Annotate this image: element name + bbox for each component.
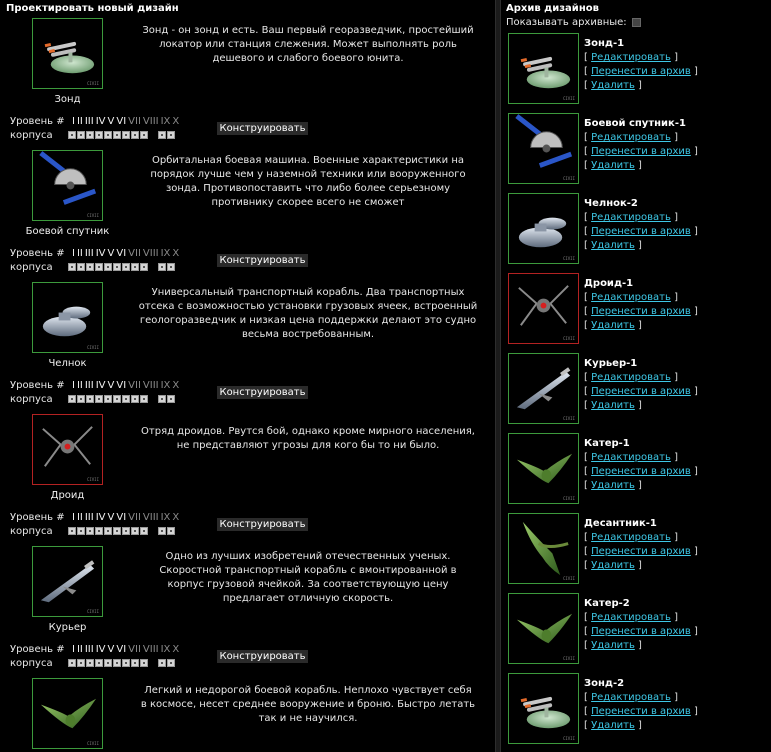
hull-level-radio[interactable]: [68, 659, 76, 667]
archive-action-row: [ Перенести в архив ]: [584, 546, 698, 557]
level-numeral: IX: [160, 248, 171, 259]
hull-level-radio[interactable]: [77, 263, 85, 271]
hull-label: корпуса: [10, 658, 53, 669]
archive-action-row: [ Перенести в архив ]: [584, 226, 698, 237]
level-numeral: VII: [128, 512, 141, 523]
design-description: [126, 550, 490, 606]
archive-action-row: [ Удалить ]: [584, 80, 642, 91]
archive-action-row: [ Удалить ]: [584, 720, 642, 731]
archive-action-row: [ Перенести в архив ]: [584, 626, 698, 637]
ship-shuttle-image: [509, 194, 578, 263]
archive-item-name: Челнок-2: [584, 198, 638, 209]
archive-action-row: [ Перенести в архив ]: [584, 706, 698, 717]
design-description: [126, 154, 490, 210]
hull-level-radio[interactable]: [131, 131, 139, 139]
hull-level-radio[interactable]: [77, 395, 85, 403]
ship-cutter-image: [509, 434, 578, 503]
level-numeral: X: [172, 248, 180, 259]
level-numeral: II: [76, 116, 83, 127]
design-name: Челнок: [48, 358, 87, 369]
description-line: не представляют угрозы для кого бы то ни было.: [176, 440, 440, 451]
archive-action-row: [ Удалить ]: [584, 160, 642, 171]
description-line: Универсальный транспортный корабль. Два транспортных: [151, 287, 465, 298]
description-line: Легкий и недорогой боевой корабль. Неплохо чувствует себя: [144, 685, 472, 696]
level-numeral: III: [84, 380, 94, 391]
edit-link[interactable]: Редактировать: [591, 292, 671, 303]
hull-level-radios: [68, 131, 176, 139]
archive-action-row: [ Удалить ]: [584, 320, 642, 331]
show-archived-checkbox[interactable]: [632, 18, 641, 27]
archive-item-name: Боевой спутник-1: [584, 118, 686, 129]
hull-level-radio[interactable]: [104, 131, 112, 139]
ship-droid-image: [33, 415, 102, 484]
thumbnail-watermark: CIVII: [562, 496, 575, 501]
hull-level-radio[interactable]: [104, 659, 112, 667]
description-line: отсека с возможностью установки грузовых ячеек, встроенный: [138, 301, 478, 312]
archive-link[interactable]: Перенести в архив: [591, 226, 691, 237]
level-numerals: [72, 644, 181, 655]
archive-action-row: [ Перенести в архив ]: [584, 146, 698, 157]
hull-level-radio[interactable]: [131, 395, 139, 403]
description-line: Зонд - он зонд и есть. Ваш первый георазведчик, простейший: [142, 25, 474, 36]
thumbnail-watermark: CIVII: [562, 576, 575, 581]
hull-level-radio[interactable]: [158, 263, 166, 271]
hull-level-radio[interactable]: [68, 527, 76, 535]
hull-level-radio[interactable]: [68, 263, 76, 271]
level-numeral: VI: [116, 644, 127, 655]
level-numeral: V: [107, 380, 115, 391]
archive-item-name: Катер-1: [584, 438, 630, 449]
design-name: Зонд: [54, 94, 81, 105]
level-numeral: X: [172, 116, 180, 127]
archive-action-row: [ Удалить ]: [584, 560, 642, 571]
thumbnail-watermark: CIVII: [86, 477, 99, 482]
hull-level-radio[interactable]: [95, 395, 103, 403]
level-numeral: III: [84, 644, 94, 655]
archive-action-row: [ Удалить ]: [584, 480, 642, 491]
hull-level-radio[interactable]: [95, 131, 103, 139]
ship-thumbnail[interactable]: [32, 414, 103, 485]
level-label: Уровень #: [10, 380, 65, 391]
ship-courier-image: [509, 354, 578, 423]
hull-level-radio[interactable]: [167, 131, 175, 139]
level-numeral: I: [72, 380, 75, 391]
hull-level-radio[interactable]: [95, 263, 103, 271]
construct-button[interactable]: Конструировать: [217, 386, 308, 399]
hull-label: корпуса: [10, 526, 53, 537]
ship-thumbnail[interactable]: [508, 113, 579, 184]
level-numeral: V: [107, 644, 115, 655]
hull-level-radio[interactable]: [77, 659, 85, 667]
archive-action-row: [ Перенести в архив ]: [584, 66, 698, 77]
ship-thumbnail[interactable]: [32, 150, 103, 221]
hull-level-radio[interactable]: [104, 263, 112, 271]
hull-level-radio[interactable]: [113, 527, 121, 535]
construct-button[interactable]: Конструировать: [217, 518, 308, 531]
description-line: Скоростной транспортный корабль с вмонтированной в: [159, 565, 457, 576]
hull-level-radio[interactable]: [158, 527, 166, 535]
archive-action-row: [ Удалить ]: [584, 400, 642, 411]
design-card: [0, 678, 492, 752]
archive-item: [508, 33, 770, 113]
archive-action-row: [ Редактировать ]: [584, 212, 678, 223]
level-numeral: I: [72, 248, 75, 259]
hull-level-radio[interactable]: [95, 659, 103, 667]
design-card: [0, 282, 492, 414]
level-numeral: VIII: [142, 644, 159, 655]
design-card: [0, 18, 492, 150]
delete-link[interactable]: Удалить: [591, 560, 635, 571]
level-numeral: V: [107, 116, 115, 127]
ship-cutter-image: [509, 594, 578, 663]
ship-thumbnail[interactable]: [508, 273, 579, 344]
archive-action-row: [ Редактировать ]: [584, 692, 678, 703]
construct-button[interactable]: Конструировать: [217, 122, 308, 135]
ship-probe-image: [33, 19, 102, 88]
level-numeral: IV: [95, 644, 106, 655]
archive-item-name: Десантник-1: [584, 518, 657, 529]
thumbnail-watermark: CIVII: [86, 741, 99, 746]
design-card: [0, 150, 492, 282]
ship-satellite-image: [33, 151, 102, 220]
level-numeral: IX: [160, 116, 171, 127]
ship-thumbnail[interactable]: [508, 353, 579, 424]
level-numeral: X: [172, 380, 180, 391]
description-line: весьма востребованным.: [241, 329, 375, 340]
hull-level-radio[interactable]: [86, 659, 94, 667]
description-line: Отряд дроидов. Рвутся бой, однако кроме мирного населения,: [141, 426, 475, 437]
level-numeral: V: [107, 248, 115, 259]
hull-level-radio[interactable]: [95, 527, 103, 535]
archive-action-row: [ Редактировать ]: [584, 52, 678, 63]
ship-lander-image: [509, 514, 578, 583]
level-numeral: VII: [128, 380, 141, 391]
hull-level-radio[interactable]: [86, 131, 94, 139]
thumbnail-watermark: CIVII: [86, 213, 99, 218]
level-numeral: VII: [128, 116, 141, 127]
level-numeral: VI: [116, 512, 127, 523]
level-numeral: VIII: [142, 248, 159, 259]
hull-level-radio[interactable]: [140, 659, 148, 667]
level-numeral: VIII: [142, 116, 159, 127]
level-label: Уровень #: [10, 512, 65, 523]
ship-courier-image: [33, 547, 102, 616]
level-numeral: VII: [128, 248, 141, 259]
level-numeral: II: [76, 644, 83, 655]
level-numeral: X: [172, 512, 180, 523]
delete-link[interactable]: Удалить: [591, 320, 635, 331]
level-numeral: IV: [95, 116, 106, 127]
hull-level-radio[interactable]: [167, 263, 175, 271]
archive-item-name: Зонд-2: [584, 678, 625, 689]
archive-link[interactable]: Перенести в архив: [591, 66, 691, 77]
level-numeral: I: [72, 512, 75, 523]
hull-label: корпуса: [10, 262, 53, 273]
hull-level-radio[interactable]: [140, 527, 148, 535]
level-numeral: IX: [160, 512, 171, 523]
level-numeral: VIII: [142, 380, 159, 391]
design-archive-panel: [503, 0, 771, 752]
archive-action-row: [ Перенести в архив ]: [584, 466, 698, 477]
ship-cutter-image: [33, 679, 102, 748]
show-archived-label: Показывать архивные:: [506, 17, 627, 28]
panel-divider[interactable]: [495, 0, 501, 752]
thumbnail-watermark: CIVII: [562, 176, 575, 181]
archive-link[interactable]: Перенести в архив: [591, 626, 691, 637]
archive-item: [508, 513, 770, 593]
archive-item: [508, 673, 770, 752]
delete-link[interactable]: Удалить: [591, 160, 635, 171]
thumbnail-watermark: CIVII: [562, 256, 575, 261]
thumbnail-watermark: CIVII: [86, 345, 99, 350]
thumbnail-watermark: CIVII: [86, 609, 99, 614]
hull-level-radio[interactable]: [158, 395, 166, 403]
ship-thumbnail[interactable]: [32, 678, 103, 749]
description-line: так и не научился.: [258, 713, 358, 724]
hull-label: корпуса: [10, 394, 53, 405]
hull-level-radio[interactable]: [68, 395, 76, 403]
delete-link[interactable]: Удалить: [591, 640, 635, 651]
archive-item: [508, 433, 770, 513]
ship-droid-image: [509, 274, 578, 343]
new-design-title: Проектировать новый дизайн: [6, 3, 179, 14]
edit-link[interactable]: Редактировать: [591, 212, 671, 223]
ship-shuttle-image: [33, 283, 102, 352]
level-label: Уровень #: [10, 116, 65, 127]
level-numeral: VIII: [142, 512, 159, 523]
level-numeral: II: [76, 248, 83, 259]
hull-level-radio[interactable]: [122, 659, 130, 667]
archive-action-row: [ Редактировать ]: [584, 372, 678, 383]
level-numeral: I: [72, 644, 75, 655]
level-label: Уровень #: [10, 644, 65, 655]
ship-probe-image: [509, 34, 578, 103]
thumbnail-watermark: CIVII: [562, 416, 575, 421]
ship-thumbnail[interactable]: [508, 593, 579, 664]
description-line: корпус грузовой ячейкой. За соответствующую цену: [167, 579, 449, 590]
hull-level-radio[interactable]: [158, 131, 166, 139]
description-line: порядок лучше чем у наземной техники или вооруженного: [150, 169, 466, 180]
archive-link[interactable]: Перенести в архив: [591, 546, 691, 557]
hull-level-radio[interactable]: [140, 131, 148, 139]
hull-level-radio[interactable]: [104, 527, 112, 535]
edit-link[interactable]: Редактировать: [591, 612, 671, 623]
show-archived-row: [506, 17, 641, 28]
design-name: Курьер: [48, 622, 87, 633]
construct-button[interactable]: Конструировать: [217, 650, 308, 663]
hull-level-radio[interactable]: [140, 395, 148, 403]
ship-thumbnail[interactable]: [508, 433, 579, 504]
description-line: в космосе, несет среднее вооружение и броню. Быстро летать: [140, 699, 476, 710]
hull-level-radio[interactable]: [122, 263, 130, 271]
level-numeral: IX: [160, 644, 171, 655]
hull-label: корпуса: [10, 130, 53, 141]
design-description: [126, 684, 490, 726]
thumbnail-watermark: CIVII: [562, 656, 575, 661]
thumbnail-watermark: CIVII: [562, 736, 575, 741]
description-line: зонда. Противопоставить что либо более серьезному: [165, 183, 451, 194]
level-numeral: IV: [95, 380, 106, 391]
spacer: [149, 659, 157, 667]
delete-link[interactable]: Удалить: [591, 480, 635, 491]
ship-thumbnail[interactable]: [508, 193, 579, 264]
hull-level-radio[interactable]: [113, 131, 121, 139]
design-card: [0, 414, 492, 546]
archive-item: [508, 193, 770, 273]
level-numerals: [72, 116, 181, 127]
edit-link[interactable]: Редактировать: [591, 372, 671, 383]
hull-level-radio[interactable]: [122, 395, 130, 403]
thumbnail-watermark: CIVII: [562, 96, 575, 101]
thumbnail-watermark: CIVII: [562, 336, 575, 341]
archive-item-name: Курьер-1: [584, 358, 638, 369]
description-line: противнику скорее всего не сможет: [211, 197, 405, 208]
archive-item: [508, 353, 770, 433]
ship-thumbnail[interactable]: [32, 546, 103, 617]
spacer: [149, 131, 157, 139]
archive-action-row: [ Удалить ]: [584, 640, 642, 651]
level-numeral: III: [84, 248, 94, 259]
level-numeral: VI: [116, 248, 127, 259]
hull-level-radio[interactable]: [77, 527, 85, 535]
description-line: предлагает отличную скорость.: [222, 593, 394, 604]
hull-level-radio[interactable]: [167, 659, 175, 667]
archive-item: [508, 593, 770, 673]
hull-level-radio[interactable]: [86, 395, 94, 403]
level-numeral: II: [76, 380, 83, 391]
level-numeral: II: [76, 512, 83, 523]
hull-level-radio[interactable]: [86, 527, 94, 535]
edit-link[interactable]: Редактировать: [591, 52, 671, 63]
thumbnail-watermark: CIVII: [86, 81, 99, 86]
level-numeral: I: [72, 116, 75, 127]
description-line: Одно из лучших изобретений отечественных ученых.: [165, 551, 451, 562]
hull-level-radio[interactable]: [131, 527, 139, 535]
archive-link[interactable]: Перенести в архив: [591, 146, 691, 157]
level-numeral: IX: [160, 380, 171, 391]
archive-action-row: [ Редактировать ]: [584, 292, 678, 303]
spacer: [149, 527, 157, 535]
design-description: [126, 24, 490, 66]
ship-probe-image: [509, 674, 578, 743]
level-numeral: VI: [116, 380, 127, 391]
design-name: Дроид: [50, 490, 85, 501]
archive-item: [508, 113, 770, 193]
hull-level-radios: [68, 263, 176, 271]
hull-level-radio[interactable]: [158, 659, 166, 667]
hull-level-radio[interactable]: [122, 527, 130, 535]
archive-item: [508, 273, 770, 353]
ship-thumbnail[interactable]: [508, 513, 579, 584]
hull-level-radio[interactable]: [113, 395, 121, 403]
archive-item-name: Зонд-1: [584, 38, 625, 49]
description-line: локатор или станция слежения. Может выполнять роль: [159, 39, 457, 50]
level-numeral: III: [84, 116, 94, 127]
hull-level-radios: [68, 659, 176, 667]
delete-link[interactable]: Удалить: [591, 400, 635, 411]
level-numeral: IV: [95, 248, 106, 259]
hull-level-radios: [68, 527, 176, 535]
level-label: Уровень #: [10, 248, 65, 259]
spacer: [149, 263, 157, 271]
spacer: [149, 395, 157, 403]
construct-button[interactable]: Конструировать: [217, 254, 308, 267]
hull-level-radio[interactable]: [140, 263, 148, 271]
design-description: [126, 425, 490, 453]
design-card: [0, 546, 492, 678]
hull-level-radio[interactable]: [77, 131, 85, 139]
edit-link[interactable]: Редактировать: [591, 132, 671, 143]
archive-action-row: [ Редактировать ]: [584, 532, 678, 543]
archive-link[interactable]: Перенести в архив: [591, 306, 691, 317]
hull-level-radio[interactable]: [68, 131, 76, 139]
archive-link[interactable]: Перенести в архив: [591, 386, 691, 397]
archive-link[interactable]: Перенести в архив: [591, 706, 691, 717]
archive-item-name: Катер-2: [584, 598, 630, 609]
archive-action-row: [ Редактировать ]: [584, 132, 678, 143]
archive-action-row: [ Перенести в архив ]: [584, 386, 698, 397]
archive-item-name: Дроид-1: [584, 278, 634, 289]
delete-link[interactable]: Удалить: [591, 80, 635, 91]
hull-level-radios: [68, 395, 176, 403]
level-numerals: [72, 512, 181, 523]
archive-action-row: [ Редактировать ]: [584, 452, 678, 463]
hull-level-radio[interactable]: [131, 659, 139, 667]
ship-satellite-image: [509, 114, 578, 183]
level-numeral: IV: [95, 512, 106, 523]
ship-thumbnail[interactable]: [508, 673, 579, 744]
design-name: Боевой спутник: [25, 226, 110, 237]
edit-link[interactable]: Редактировать: [591, 452, 671, 463]
ship-thumbnail[interactable]: [32, 18, 103, 89]
ship-thumbnail[interactable]: [508, 33, 579, 104]
archive-link[interactable]: Перенести в архив: [591, 466, 691, 477]
archive-action-row: [ Редактировать ]: [584, 612, 678, 623]
hull-level-radio[interactable]: [86, 263, 94, 271]
level-numeral: X: [172, 644, 180, 655]
edit-link[interactable]: Редактировать: [591, 692, 671, 703]
hull-level-radio[interactable]: [113, 263, 121, 271]
delete-link[interactable]: Удалить: [591, 720, 635, 731]
delete-link[interactable]: Удалить: [591, 240, 635, 251]
hull-level-radio[interactable]: [113, 659, 121, 667]
hull-level-radio[interactable]: [131, 263, 139, 271]
hull-level-radio[interactable]: [104, 395, 112, 403]
hull-level-radio[interactable]: [167, 527, 175, 535]
design-description: [126, 286, 490, 342]
level-numeral: VII: [128, 644, 141, 655]
description-line: Орбитальная боевая машина. Военные характеристики на: [151, 155, 464, 166]
level-numeral: III: [84, 512, 94, 523]
archive-title: Архив дизайнов: [506, 3, 599, 14]
level-numeral: VI: [116, 116, 127, 127]
level-numerals: [72, 248, 181, 259]
hull-level-radio[interactable]: [167, 395, 175, 403]
archive-action-row: [ Удалить ]: [584, 240, 642, 251]
ship-thumbnail[interactable]: [32, 282, 103, 353]
level-numeral: V: [107, 512, 115, 523]
description-line: дешевого и слабого боевого юнита.: [212, 53, 404, 64]
edit-link[interactable]: Редактировать: [591, 532, 671, 543]
hull-level-radio[interactable]: [122, 131, 130, 139]
level-numerals: [72, 380, 181, 391]
archive-action-row: [ Перенести в архив ]: [584, 306, 698, 317]
description-line: геологоразведчик и низкая цена поддержки делают это судно: [139, 315, 477, 326]
